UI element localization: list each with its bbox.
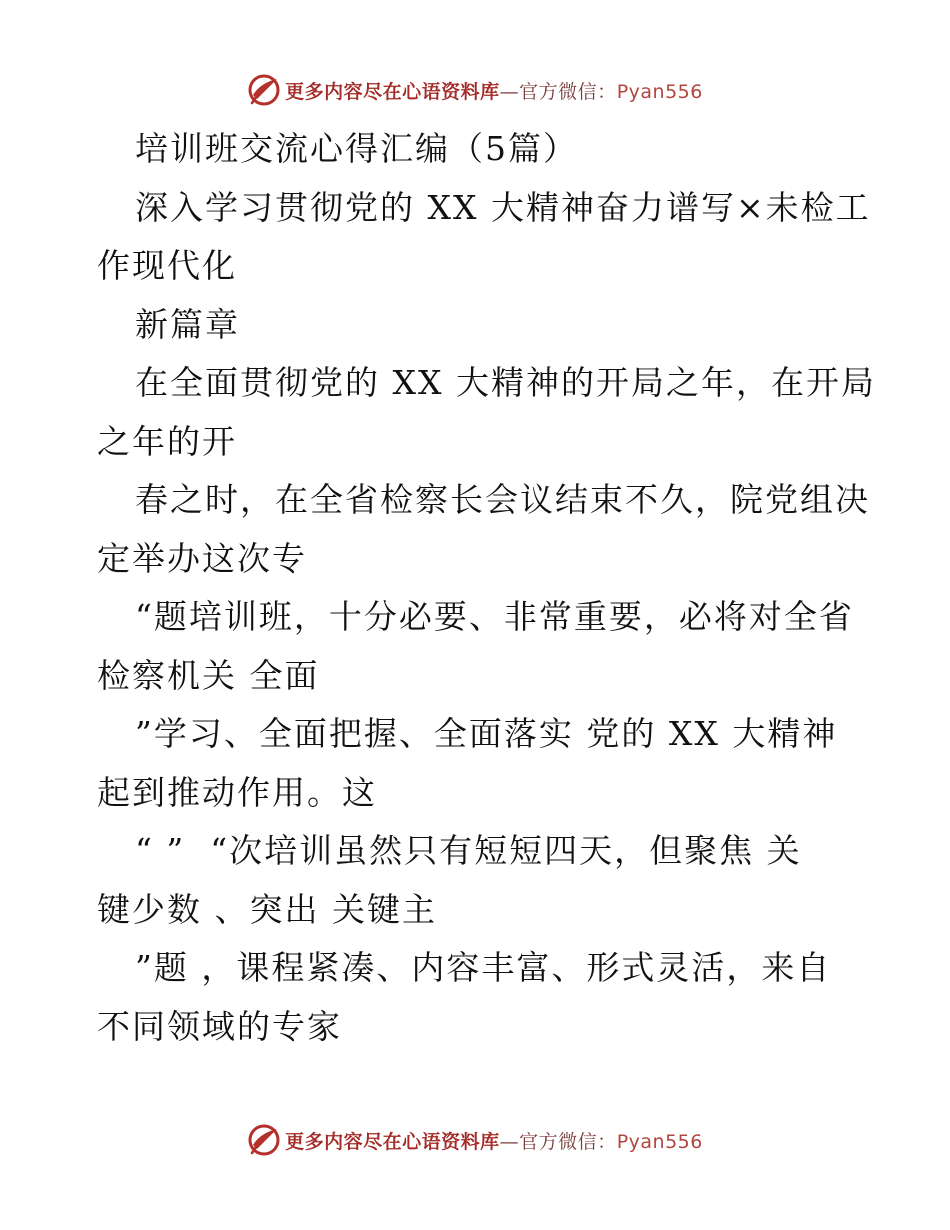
footer-separator: — xyxy=(499,1130,520,1153)
pen-logo-icon xyxy=(247,1123,281,1157)
doc-line: 不同领域的专家 xyxy=(97,1006,342,1046)
doc-line: 在全面贯彻党的 XX 大精神的开局之年，在开局 xyxy=(135,363,876,402)
footer-wechat-label: 官方微信： xyxy=(519,1130,617,1153)
header-banner-text xyxy=(285,77,703,104)
footer-banner-text xyxy=(285,1127,703,1154)
header-banner xyxy=(0,70,950,110)
document-body xyxy=(97,120,876,1056)
doc-line: “题培训班，十分必要、非常重要，必将对全省 xyxy=(135,597,854,636)
doc-line: 键少数 、突出 关键主 xyxy=(97,889,437,929)
doc-line: 起到推动作用。这 xyxy=(97,772,377,812)
doc-line: 之年的开 xyxy=(97,421,237,461)
header-wechat-id: Pyan556 xyxy=(616,80,703,103)
footer-site-text: 更多内容尽在心语资料库 xyxy=(285,1130,500,1153)
doc-line: 新篇章 xyxy=(135,304,240,344)
doc-line: 春之时，在全省检察长会议结束不久，院党组决 xyxy=(135,480,870,519)
footer-banner xyxy=(0,1120,950,1160)
doc-line: “ ” “次培训虽然只有短短四天，但聚焦 关 xyxy=(135,831,802,870)
doc-line: 作现代化 xyxy=(97,246,237,285)
header-site-text: 更多内容尽在心语资料库 xyxy=(285,80,500,103)
header-separator: — xyxy=(499,80,520,103)
doc-line: ”学习、全面把握、全面落实 党的 XX 大精神 xyxy=(135,714,838,753)
doc-line: 深入学习贯彻党的 XX 大精神奋力谱写×未检工 xyxy=(135,187,871,227)
header-wechat-label: 官方微信： xyxy=(519,80,617,103)
doc-line-title: 培训班交流心得汇编（5篇） xyxy=(135,129,578,168)
pen-logo-icon xyxy=(247,73,281,107)
doc-line: ”题 ，课程紧凑、内容丰富、形式灵活，来自 xyxy=(135,948,832,987)
doc-line: 定举办这次专 xyxy=(97,538,307,578)
footer-wechat-id: Pyan556 xyxy=(616,1130,703,1153)
doc-line: 检察机关 全面 xyxy=(97,655,320,695)
